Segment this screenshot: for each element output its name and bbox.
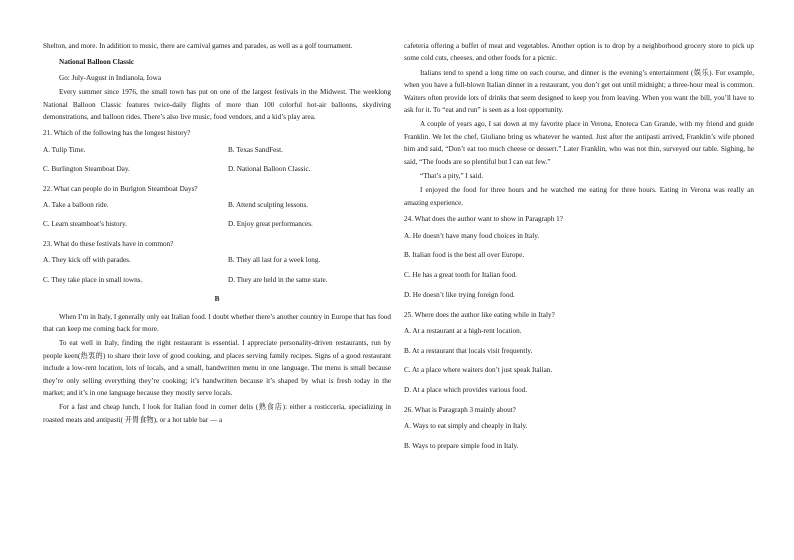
question-21-options-row-1 [43, 144, 391, 156]
paragraph-shelton: Shelton, and more. In addition to music, there are carnival games and parades, as well as a golf tournament. [43, 42, 353, 50]
option-21-b: B. Texas SandFest. [228, 145, 283, 154]
question-22: 22. What can people do in Burlgton Steamboat Days? [43, 184, 198, 193]
option-24-b: B. Italian food is the best all over Europe. [404, 251, 525, 260]
option-25-b: B. At a restaurant that locals visit frequently. [404, 346, 533, 355]
option-22-d: D. Enjoy great performances. [228, 220, 313, 229]
question-25: 25. Where does the author like eating while in Italy? [404, 310, 555, 319]
balloon-classic-heading: National Balloon Classic [59, 58, 135, 67]
left-column [43, 40, 391, 428]
option-25-a: A. At a restaurant at a high-rent location. [404, 326, 522, 335]
balloon-classic-when: Go: July-August in Indianola, Iowa [59, 73, 162, 82]
option-23-d: D. They are held in the same state. [228, 275, 328, 284]
question-26: 26. What is Paragraph 3 mainly about? [404, 405, 516, 414]
question-24: 24. What does the author want to show in Paragraph 1? [404, 215, 563, 224]
option-24-c: C. He has a great tooth for Italian food. [404, 271, 517, 280]
question-22-options-row-1 [43, 199, 391, 211]
passage-b-paragraph-4: Italians tend to spend a long time on each course, and dinner is the evening’s entertainment (娱乐). For example, when you have a full-blown Italian dinner in a restaurant, you don’t get out until midnight; a three-hour meal is common. Waiters often provide lots of drinks that seem designed to keep you from leaving. When you want the bill, you’ll have to ask for it. To “eat and run” is seen as a lost opportunity. [404, 68, 754, 115]
passage-b-paragraph-1: When I’m in Italy, I generally only eat Italian food. I doubt whether there’s another country in Europe that has food that can keep me coming back for more. [43, 312, 391, 333]
option-23-a: A. They kick off with parades. [43, 256, 131, 265]
option-21-c: C. Burlington Steamboat Day. [43, 165, 130, 174]
section-b-heading: B [214, 295, 220, 304]
option-21-a: A. Tulip Time. [43, 145, 86, 154]
question-22-options-row-2 [43, 218, 391, 230]
option-26-a: A. Ways to eat simply and cheaply in Italy. [404, 422, 528, 431]
option-23-c: C. They take place in small towns. [43, 275, 143, 284]
option-25-c: C. At a place where waiters don’t just speak Italian. [404, 366, 553, 375]
option-24-a: A. He doesn’t have many food choices in Italy. [404, 231, 540, 240]
option-24-d: D. He doesn’t like trying foreign food. [404, 290, 515, 299]
passage-b-paragraph-7: I enjoyed the food for three hours and he watched me eating for three hours. Eating in Verona was really an amazing experience. [404, 186, 754, 207]
passage-b-paragraph-3: For a fast and cheap lunch, I look for Italian food in corner delis (熟食店): either a rosticceria, specializing in roasted meats and antipasti( 开胃食物), or a hot table bar — a [43, 403, 391, 424]
passage-b-paragraph-3-continued: cafeteria offering a buffet of meat and vegetables. Another option is to drop by a neighborhood grocery store to pick up some cold cuts, cheeses, and other foods for a picnic. [404, 42, 754, 63]
question-23: 23. What do these festivals have in common? [43, 239, 174, 248]
question-23-options-row-1 [43, 254, 391, 266]
option-25-d: D. At a place which provides various food. [404, 386, 528, 395]
passage-b-paragraph-2: To eat well in Italy, finding the right restaurant is essential. I appreciate personality-driven restaurants, run by people keen(热衷的) to share their love of good cooking, and places serving family recipes. Signs of a good restaurant include a low-rent location, lots of locals, and a small, handwritten menu in one language. The menu is small because they’re only selling everything they’re cooking; it’s handwritten because it’s shaped by what is fresh today in the market; and it’s in one language because they mostly serve locals. [43, 339, 391, 397]
option-22-a: A. Take a balloon ride. [43, 201, 109, 210]
option-22-c: C. Learn steamboat’s history. [43, 220, 127, 229]
option-22-b: B. Attend sculpting lessons. [228, 201, 309, 210]
option-26-b: B. Ways to prepare simple food in Italy. [404, 441, 519, 450]
passage-b-paragraph-6: “That’s a pity,” I said. [420, 172, 484, 181]
question-21: 21. Which of the following has the longest history? [43, 129, 191, 138]
question-21-options-row-2 [43, 163, 391, 175]
question-23-options-row-2 [43, 274, 391, 286]
passage-b-paragraph-5: A couple of years ago, I sat down at my favorite place in Verona, Enoteca Can Grande, with my friend and guide Franklin. We let the chef, Giuliano bring us whatever he wanted. Just after the antipasti arrived, Franklin’s wife phoned him and said, “Don’t eat too much cheese or dessert.” Later Franklin, who was not thin, surveyed our table. Sighing, he said, “The foods are so plentiful but I can eat few.” [404, 120, 754, 166]
right-column [404, 40, 754, 460]
balloon-classic-description: Every summer since 1976, the small town has put on one of the largest festivals in the Midwest. The weeklong National Balloon Classic features twice-daily flights of more than 100 colorful hot-air balloons, skydiving demonstrations, and balloon rides. There’s also live music, food vendors, and a kid’s play area. [43, 88, 391, 122]
option-23-b: B. They all last for a week long. [228, 256, 321, 265]
option-21-d: D. National Balloon Classic. [228, 165, 311, 174]
